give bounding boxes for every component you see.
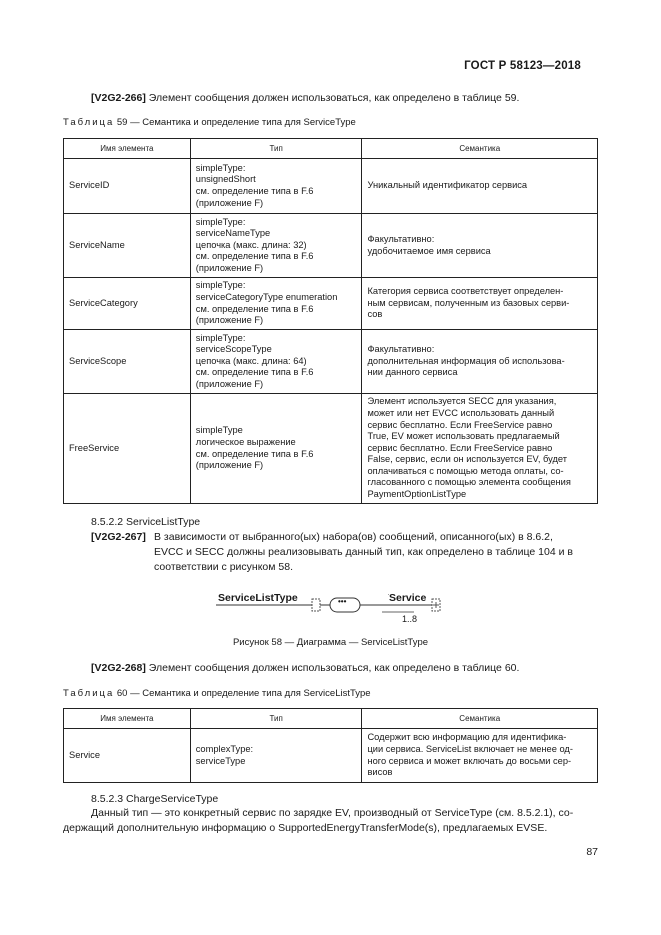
section-8-5-2-3-heading: 8.5.2.3 ChargeServiceType bbox=[91, 793, 219, 805]
column-header: Тип bbox=[190, 139, 362, 159]
type-line: simpleType: bbox=[195, 280, 246, 291]
table-row bbox=[64, 330, 598, 394]
semantics-line: Факультативно: bbox=[367, 344, 435, 355]
requirement-ref: [V2G2-268] bbox=[91, 662, 146, 674]
table-row bbox=[64, 214, 598, 278]
semantics-line: ного сервиса и может включать до восьми сер- bbox=[367, 755, 572, 766]
semantics-cell bbox=[362, 214, 598, 278]
diagram-multiplicity: 1..8 bbox=[402, 614, 418, 624]
section-8-5-2-3-line-2: держащий дополнительную информацию о SupportedEnergyTransferMode(s), предлагаемых EVSE. bbox=[63, 822, 548, 834]
semantics-cell bbox=[362, 159, 598, 214]
table-row bbox=[64, 729, 598, 783]
semantics-line: True, EV может использовать предлагаемый bbox=[367, 431, 560, 442]
semantics-line: PaymentOptionListType bbox=[367, 489, 467, 500]
table-60-caption bbox=[63, 688, 371, 699]
type-line: complexType: bbox=[195, 743, 254, 754]
element-name-cell: FreeService bbox=[64, 394, 191, 504]
semantics-line: Категория сервиса соответствует определен- bbox=[367, 286, 564, 297]
type-cell bbox=[190, 214, 362, 278]
table-row bbox=[64, 159, 598, 214]
type-line: (приложение F) bbox=[195, 315, 264, 326]
type-line: см. определение типа в F.6 bbox=[195, 367, 314, 378]
caption-text: 60 — Семантика и определение типа для ServiceListType bbox=[114, 688, 371, 699]
requirement-text: В зависимости от выбранного(ых) набора(ов) сообщений, описанного(ых) в 8.6.2, bbox=[154, 531, 553, 543]
diagram-sequence-dots: ••• bbox=[338, 597, 347, 606]
semantics-cell bbox=[362, 394, 598, 504]
semantics-line: висов bbox=[367, 767, 393, 778]
table-60 bbox=[63, 708, 598, 783]
column-header: Имя элемента bbox=[64, 139, 191, 159]
column-header: Тип bbox=[190, 709, 362, 729]
semantics-line: ции сервиса. ServiceList включает не менее од- bbox=[367, 743, 573, 754]
caption-word: Таблица bbox=[63, 117, 115, 128]
type-line: simpleType bbox=[195, 425, 243, 436]
requirement-text: соответствии с рисунком 58. bbox=[154, 561, 294, 573]
diagram-label-servicelisttype: ServiceListType bbox=[218, 592, 298, 604]
type-line: (приложение F) bbox=[195, 197, 264, 208]
column-header: Имя элемента bbox=[64, 709, 191, 729]
caption-word: Таблица bbox=[63, 688, 115, 699]
semantics-cell bbox=[362, 330, 598, 394]
semantics-line: оплачиваться с помощью метода оплаты, со- bbox=[367, 465, 564, 476]
element-name-cell: Service bbox=[64, 729, 191, 783]
requirement-ref: [V2G2-267] bbox=[91, 531, 146, 543]
figure-58-caption: Рисунок 58 — Диаграмма — ServiceListType bbox=[232, 637, 429, 648]
type-line: см. определение типа в F.6 bbox=[195, 251, 314, 262]
semantics-line: дополнительная информация об использова- bbox=[367, 355, 565, 366]
page-number: 87 bbox=[586, 846, 598, 858]
diagram-label-service: Service bbox=[389, 592, 427, 604]
element-name-cell: ServiceCategory bbox=[64, 278, 191, 330]
requirement-text: EVCC и SECC должны реализовывать данный тип, как определено в таблице 104 и в bbox=[154, 546, 573, 558]
table-row bbox=[64, 278, 598, 330]
type-line: simpleType: bbox=[195, 216, 246, 227]
semantics-line: Содержит всю информацию для идентифика- bbox=[367, 732, 567, 743]
figure-58-diagram bbox=[214, 590, 454, 630]
type-cell bbox=[190, 394, 362, 504]
type-cell bbox=[190, 159, 362, 214]
requirement-text: Элемент сообщения должен использоваться, как определено в таблице 59. bbox=[145, 92, 520, 104]
semantics-cell bbox=[362, 729, 598, 783]
type-line: simpleType: bbox=[195, 162, 246, 173]
requirement-268 bbox=[91, 661, 519, 676]
type-line: simpleType: bbox=[195, 332, 246, 343]
type-line: логическое выражение bbox=[195, 436, 296, 447]
caption-text: 59 — Семантика и определение типа для ServiceType bbox=[114, 117, 356, 128]
semantics-cell bbox=[362, 278, 598, 330]
semantics-line: нии данного сервиса bbox=[367, 367, 458, 378]
requirement-267 bbox=[91, 530, 598, 575]
section-8-5-2-3-line-1: Данный тип — это конкретный сервис по зарядке EV, производный от ServiceType (см. 8.5.2.1), со- bbox=[91, 807, 574, 819]
requirement-text: Элемент сообщения должен использоваться, как определено в таблице 60. bbox=[145, 662, 520, 674]
type-cell bbox=[190, 729, 362, 783]
semantics-line: сервис бесплатно. Если FreeService равно bbox=[367, 419, 553, 430]
semantics-line: может или нет EVCC использовать данный bbox=[367, 407, 555, 418]
type-line: (приложение F) bbox=[195, 378, 264, 389]
type-line: (приложение F) bbox=[195, 262, 264, 273]
semantics-line: Уникальный идентификатор сервиса bbox=[367, 180, 528, 191]
type-line: цепочка (макс. длина: 32) bbox=[195, 239, 307, 250]
type-cell bbox=[190, 330, 362, 394]
table-header-row bbox=[64, 709, 598, 729]
semantics-line: ным сервисам, полученным из базовых серви- bbox=[367, 297, 570, 308]
semantics-line: Факультативно: bbox=[367, 233, 435, 244]
type-line: (приложение F) bbox=[195, 460, 264, 471]
semantics-line: Элемент используется SECC для указания, bbox=[367, 396, 557, 407]
requirement-267-line bbox=[91, 530, 598, 545]
table-59 bbox=[63, 138, 598, 504]
type-line: см. определение типа в F.6 bbox=[195, 186, 314, 196]
type-line: serviceScopeType bbox=[195, 344, 272, 355]
type-line: цепочка (макс. длина: 64) bbox=[195, 355, 307, 366]
column-header: Семантика bbox=[362, 709, 598, 729]
table-row bbox=[64, 394, 598, 504]
semantics-line: сов bbox=[367, 309, 383, 320]
semantics-line: гласованного с помощью элемента сообщения bbox=[367, 477, 571, 488]
type-line: см. определение типа в F.6 bbox=[195, 448, 314, 459]
type-line: serviceCategoryType enumeration bbox=[195, 291, 338, 302]
table-header-row bbox=[64, 139, 598, 159]
section-8-5-2-2-heading: 8.5.2.2 ServiceListType bbox=[91, 516, 201, 528]
requirement-ref: [V2G2-266] bbox=[91, 92, 146, 104]
type-line: serviceNameType bbox=[195, 228, 271, 239]
document-header: ГОСТ Р 58123—2018 bbox=[464, 60, 581, 72]
type-line: unsignedShort bbox=[195, 174, 256, 185]
element-name-cell: ServiceScope bbox=[64, 330, 191, 394]
semantics-line: удобочитаемое имя сервиса bbox=[367, 245, 491, 256]
column-header: Семантика bbox=[362, 139, 598, 159]
table-59-caption bbox=[63, 117, 356, 128]
requirement-266 bbox=[91, 91, 519, 106]
semantics-line: False, сервис, если он используется EV, будет bbox=[367, 454, 568, 465]
semantics-line: сервис бесплатно. Если FreeService равно bbox=[367, 442, 553, 453]
type-line: см. определение типа в F.6 bbox=[195, 303, 314, 314]
element-name-cell: ServiceID bbox=[64, 159, 191, 214]
element-name-cell: ServiceName bbox=[64, 214, 191, 278]
type-cell bbox=[190, 278, 362, 330]
type-line: serviceType bbox=[195, 755, 246, 766]
